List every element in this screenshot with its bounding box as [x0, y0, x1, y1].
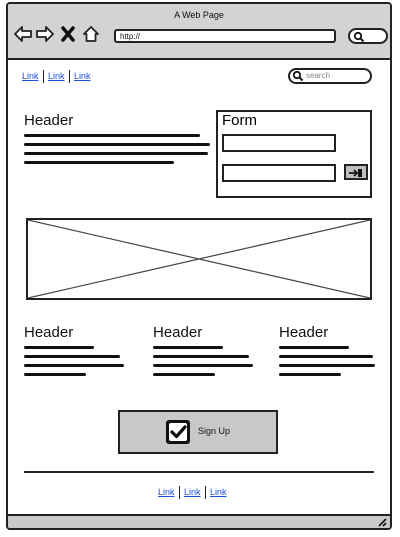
form-submit-button[interactable] [344, 164, 368, 180]
browser-search-box[interactable] [348, 28, 388, 44]
footer-link-1[interactable]: Link [158, 486, 175, 497]
nav-link-2[interactable]: Link [48, 70, 65, 81]
nav-separator [69, 70, 71, 83]
close-icon[interactable] [60, 25, 76, 43]
footer-link-3[interactable]: Link [210, 486, 227, 497]
resize-grip-icon[interactable] [377, 517, 387, 527]
column-3-header: Header [279, 324, 329, 341]
forward-arrow-icon[interactable] [36, 25, 54, 43]
status-bar [8, 514, 390, 528]
window-title: A Web Page [174, 10, 224, 20]
form-panel [216, 110, 372, 198]
search-icon [292, 70, 304, 82]
search-icon [353, 31, 365, 43]
checkmark-icon [166, 420, 190, 444]
nav-link-1[interactable]: Link [22, 70, 39, 81]
column-2-text-placeholder [153, 346, 257, 382]
top-nav [22, 70, 91, 83]
image-placeholder-cross [28, 220, 370, 298]
form-text-field-2[interactable] [222, 164, 336, 182]
form-text-field-1[interactable] [222, 134, 336, 152]
intro-text-placeholder [24, 134, 210, 170]
form-title: Form [222, 112, 257, 129]
sign-up-button[interactable] [118, 410, 278, 454]
footer-separator [205, 486, 207, 499]
column-3-text-placeholder [279, 346, 375, 382]
enter-icon [346, 167, 366, 179]
column-2-header: Header [153, 324, 203, 341]
image-placeholder [26, 218, 372, 300]
footer-divider [24, 471, 374, 473]
address-bar[interactable]: http:// [114, 29, 336, 43]
back-arrow-icon[interactable] [14, 25, 32, 43]
home-icon[interactable] [82, 25, 100, 43]
sign-up-label: Sign Up [198, 426, 231, 436]
intro-header: Header [24, 112, 74, 129]
nav-link-3[interactable]: Link [74, 70, 91, 81]
browser-chrome [8, 4, 390, 60]
column-1-header: Header [24, 324, 74, 341]
footer-nav [158, 486, 227, 499]
browser-window [6, 2, 392, 530]
search-input[interactable]: search [288, 68, 372, 84]
nav-separator [43, 70, 45, 83]
footer-link-2[interactable]: Link [184, 486, 201, 497]
column-1-text-placeholder [24, 346, 128, 382]
footer-separator [179, 486, 181, 499]
